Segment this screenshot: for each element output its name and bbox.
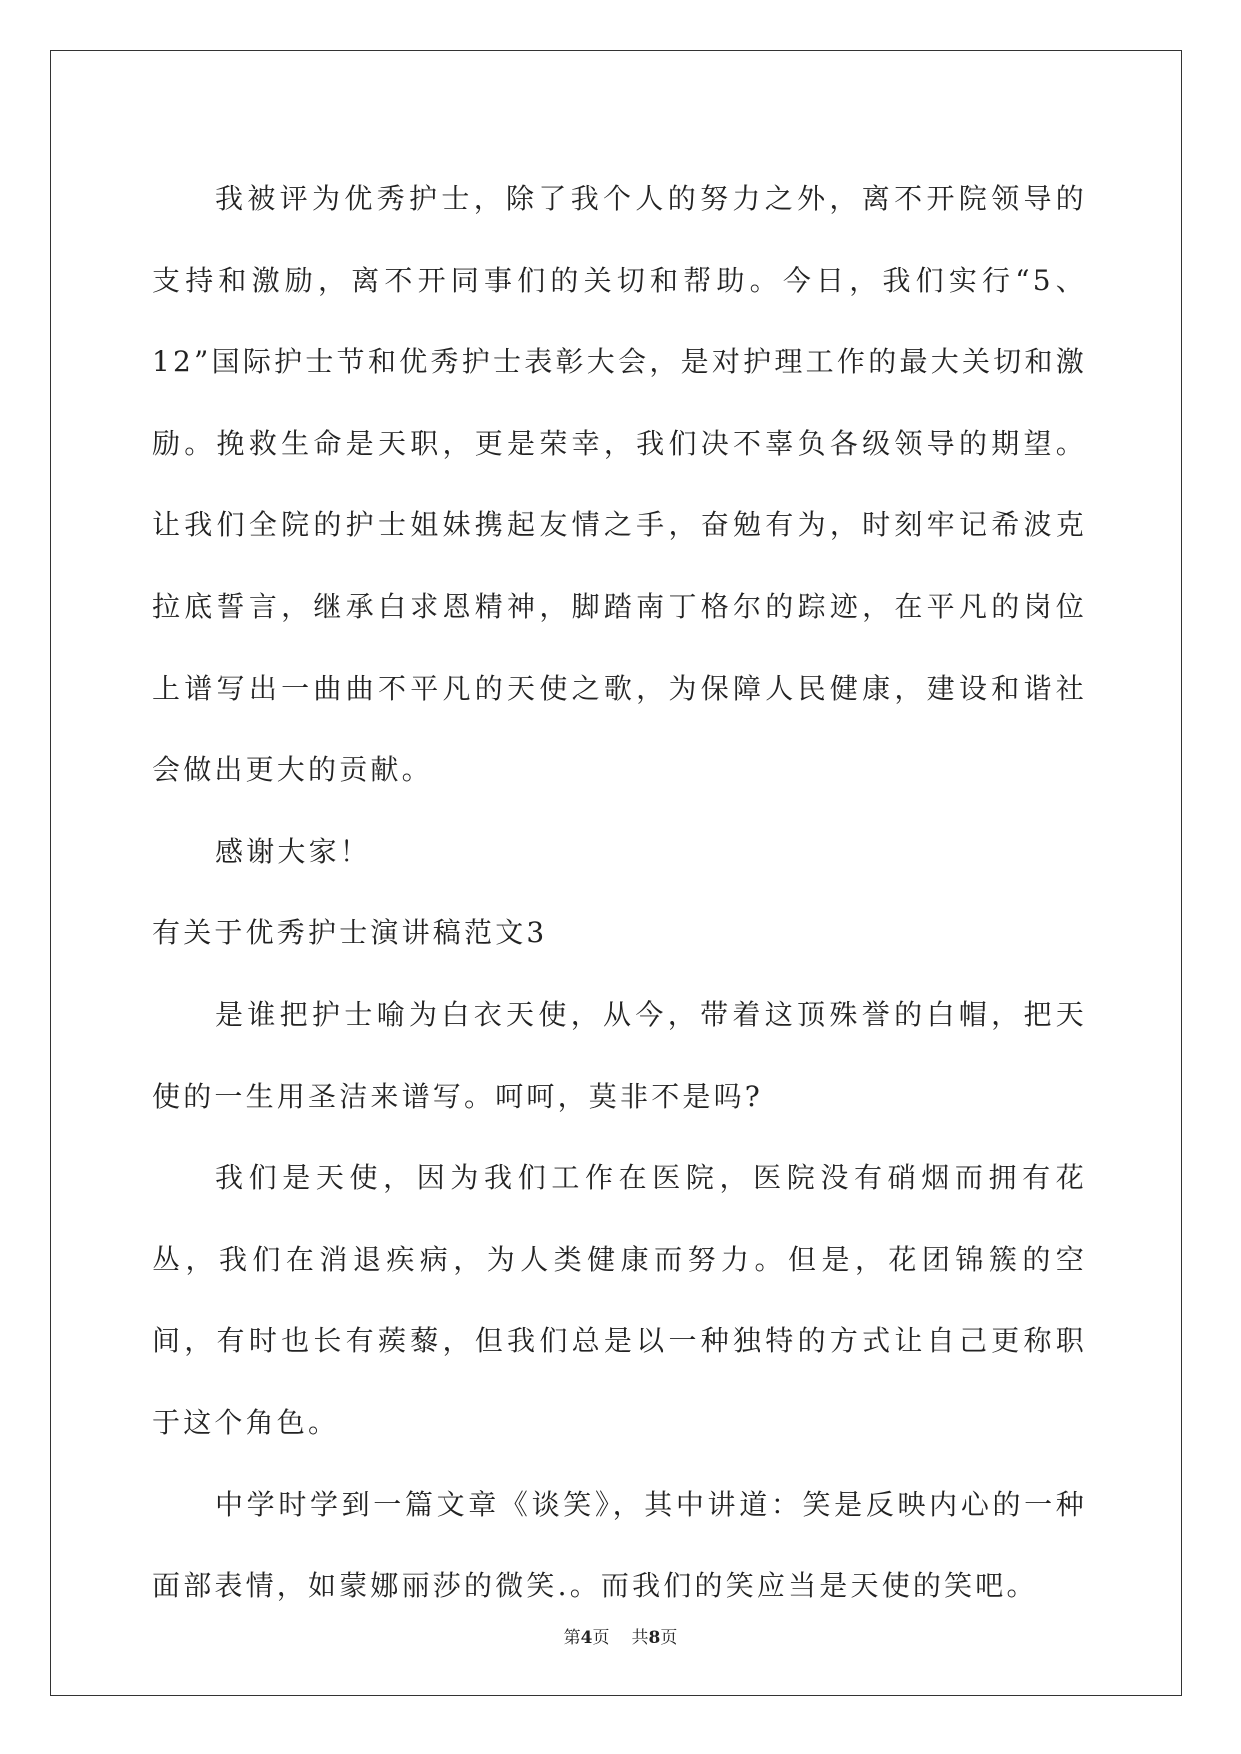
document-body	[152, 158, 1087, 1627]
page-prefix: 第	[563, 1628, 581, 1648]
paragraph-3: 是谁把护士喻为白衣天使，从今，带着这顶殊誉的白帽，把天使的一生用圣洁来谱写。呵呵，莫非不是吗?	[152, 997, 1087, 1113]
paragraph-1: 我被评为优秀护士，除了我个人的努力之外，离不开院领导的支持和激励，离不开同事们的关切和帮助。今日，我们实行“5、12”国际护士节和优秀护士表彰大会，是对护理工作的最大关切和激励。挽救生命是天职，更是荣幸，我们决不辜负各级领导的期望。让我们全院的护士姐妹携起友情之手，奋勉有为，时刻牢记希波克拉底誓言，继承白求恩精神，脚踏南丁格尔的踪迹，在平凡的岗位上谱写出一曲曲不平凡的天使之歌，为保障人民健康，建设和谐社会做出更大的贡献。	[152, 182, 1087, 787]
section-title: 有关于优秀护士演讲稿范文3	[152, 916, 548, 950]
total-prefix: 共	[631, 1628, 649, 1648]
page-footer	[0, 1623, 1241, 1648]
total-suffix: 页	[660, 1628, 678, 1648]
paragraph-5: 中学时学到一篇文章《谈笑》，其中讲道：笑是反映内心的一种面部表情，如蒙娜丽莎的微笑.。而我们的笑应当是天使的笑吧。	[152, 1487, 1087, 1603]
paragraph-2: 感谢大家！	[215, 834, 372, 868]
page-total: 8	[648, 1628, 661, 1648]
page-suffix: 页	[592, 1628, 610, 1648]
page-current: 4	[580, 1628, 593, 1648]
paragraph-4: 我们是天使，因为我们工作在医院，医院没有硝烟而拥有花丛，我们在消退疾病，为人类健康而努力。但是，花团锦簇的空间，有时也长有蒺藜，但我们总是以一种独特的方式让自己更称职于这个角色。	[152, 1161, 1087, 1439]
